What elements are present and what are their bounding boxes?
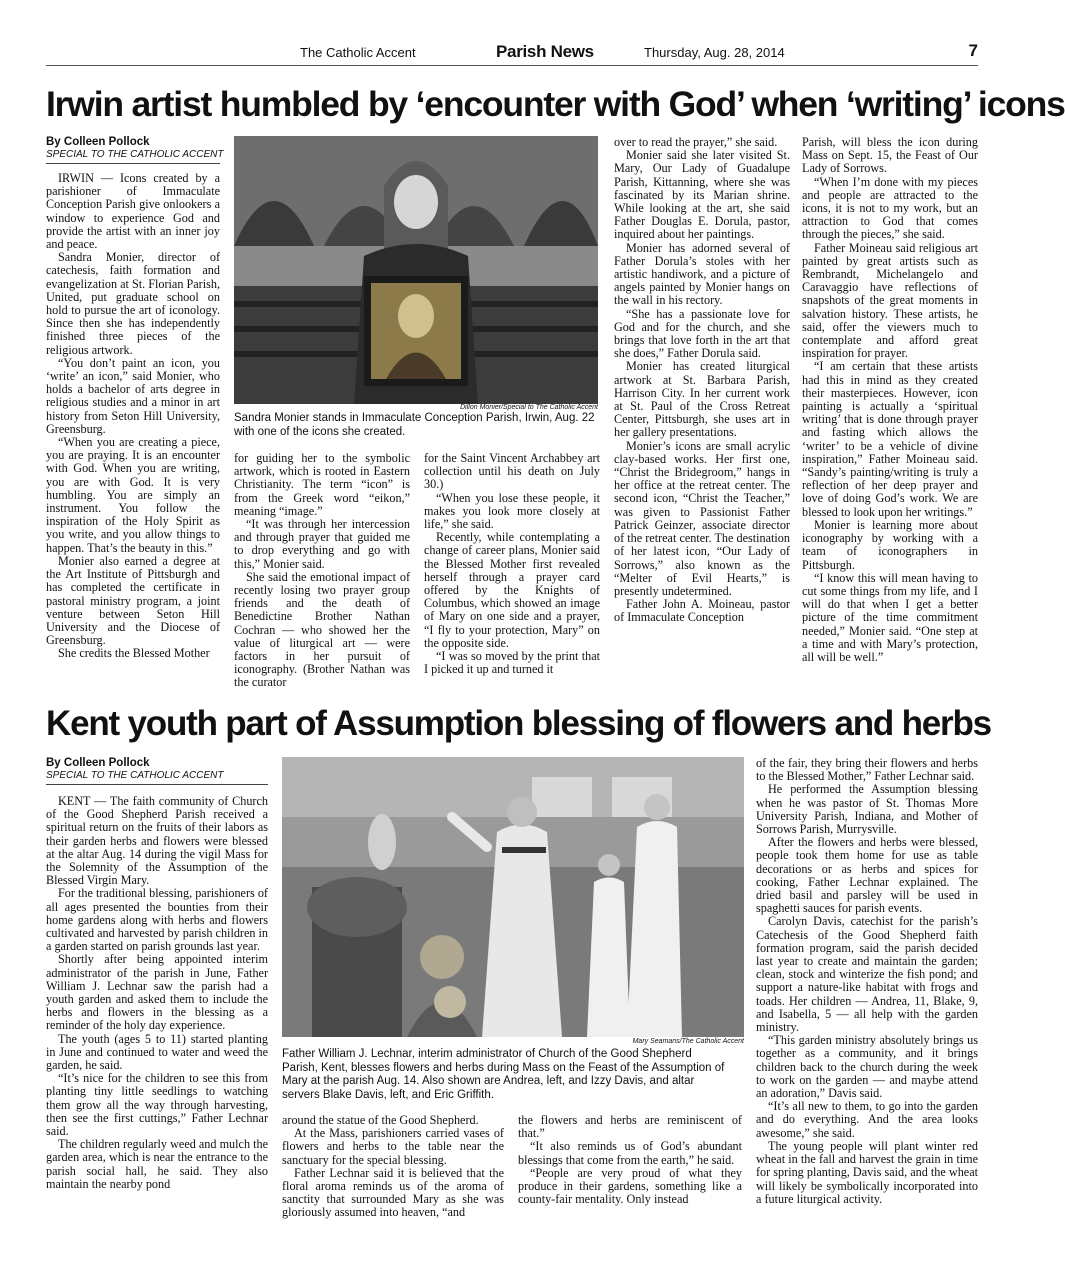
section-name: Parish News [496, 42, 594, 61]
paragraph: “When you lose these people, it makes you look more closely at life,” she said. [424, 490, 600, 532]
paragraph: Sandra Monier, director of catechesis, faith formation and evangelization at St. Florian Parish, United, put graduate school on hold to pursue the art of iconology. Since then she has independently finished three pieces of the religious artwork. [46, 250, 220, 357]
church-interior-illustration [234, 136, 598, 404]
story2-column-1 [46, 795, 268, 1225]
story2-photo-caption: Father William J. Lechnar, interim administrator of Church of the Good Shepherd Parish, Kent, blesses flowers and herbs during Mass on the Feast of the Assumption of Mary at the parish Aug. 14. Also shown are Andrea, left, and Izzy Davis, and altar servers Blake Davis, left, and Eric Griffith. [282, 1048, 725, 1101]
paragraph: For the traditional blessing, parishioners of all ages presented the bounties from their home gardens along with herbs and flowers cultivated and harvested by parish children in a garden started on parish grounds last year. [46, 886, 269, 954]
paragraph: She credits the Blessed Mother [58, 646, 210, 661]
story2-column-2 [282, 1114, 504, 1226]
paragraph: She said the emotional impact of recently losing two prayer group friends and the death of Benedictine Brother Nathan Cochran — who showed her the value of liturgical art — were factors in her pursuit of iconography. (Brother Nathan was the curator [234, 569, 410, 690]
story1-column-4 [614, 136, 790, 680]
story1-byline-rule [46, 163, 220, 164]
paragraph: of the fair, they bring their flowers and herbs to the Blessed Mother,” Father Lechnar said. [756, 756, 978, 784]
paragraph: Father Moineau said religious art painted by great artists such as Rembrandt, Michelangelo and Caravaggio have reflections of snapshots of the great moments in salvation history. These artists, he said, offer the viewers much to contemplate and afford great inspiration for prayer. [802, 240, 978, 361]
story2-byline-rule [46, 784, 268, 785]
paragraph: Monier’s icons are small acrylic clay-based works. Her first one, “Christ the Bridegroom,” hangs in her office at the retreat center. The second icon, “Christ the Teacher,” was given to Passionist Father Patrick Geinzer, associate director of the retreat center. The destination of her latest icon, “Our Lady of Sorrows,” also known as the “Melter of Evil Hearts,” is presently undetermined. [614, 438, 790, 598]
story1-headline: Irwin artist humbled by ‘encounter with God’ when ‘writing’ icons [46, 84, 1065, 124]
story1-photo [234, 136, 598, 404]
paragraph: After the flowers and herbs were blessed, people took them home for use as table decorations or as herbs and spices for cooking, Father Lechnar explained. The dried basil and parsley will be used in spaghetti sauces for parish events. [756, 835, 978, 916]
paragraph: The youth (ages 5 to 11) started planting in June and continued to water and weed the garden, he said. [46, 1031, 268, 1073]
paragraph: “When you are creating a piece, you are praying. It is an encounter with God. When you are writing, you are with God. It is very humbling. You are simply an instrument. You follow the inspiration of the Holy Spirit as you write, and you allow things to happen. That’s the beauty in this.” [46, 435, 220, 555]
paragraph: for the Saint Vincent Archabbey art collection until his death on July 30.) [424, 451, 600, 492]
paragraph: Monier said she later visited St. Mary, Our Lady of Guadalupe Parish, Kittanning, where she was fascinated by its Marian shrine. While looking at the art, she said Father Douglas E. Dorula, pastor, inquired about her paintings. [614, 148, 790, 242]
paragraph: around the statue of the Good Shepherd. [282, 1113, 479, 1127]
paragraph: “It’s all new to them, to go into the garden and do everything. And the area looks awesome,” she said. [756, 1099, 978, 1140]
paragraph: over to read the prayer,” she said. [614, 135, 778, 149]
story2-photo [282, 757, 744, 1037]
paragraph: “It was through her intercession and through prayer that guided me to drop everything and go with this,” Monier said. [234, 517, 410, 571]
paragraph: KENT — The faith community of Church of the Good Shepherd Parish received a spiritual return on the fruits of their labors as their garden herbs and flowers were blessed at the altar Aug. 14 during the vigil Mass for the Solemnity of the Assumption of the Blessed Virgin Mary. [46, 794, 268, 888]
story1-column-2 [234, 451, 410, 690]
page-number: 7 [968, 41, 978, 60]
paragraph: “I was so moved by the print that I picked it up and turned it [424, 649, 600, 677]
paragraph: “This garden ministry absolutely brings us together as a community, and it brings children back to the church during the week to work on the garden — and maybe attend an adoration,” Davis said. [756, 1033, 978, 1101]
story2-headline: Kent youth part of Assumption blessing of flowers and herbs [46, 704, 991, 743]
paragraph: “When I’m done with my pieces and people are attracted to the icons, it is not to my work, but an attraction to God that comes through the pieces,” she said. [802, 174, 978, 242]
story1-byline: By Colleen Pollock [46, 136, 150, 148]
paragraph: Father Lechnar said it is believed that the floral aroma reminds us of the aroma of sanctity that surrounded Mary as she was gloriously assumed into heaven, “and [282, 1165, 504, 1220]
issue-date: Thursday, Aug. 28, 2014 [644, 45, 785, 60]
paragraph: Father John A. Moineau, pastor of Immaculate Conception [614, 597, 790, 625]
paragraph: “People are very proud of what they produce in their gardens, something like a county-fair mentality. Only instead [518, 1165, 742, 1207]
paragraph: Parish, will bless the icon during Mass on Sept. 15, the Feast of Our Lady of Sorrows. [802, 135, 978, 176]
story2-column-3 [518, 1114, 742, 1226]
paragraph: “She has a passionate love for God and for the church, and she brings that love forth in the art that she does,” Father Dorula said. [614, 306, 790, 361]
paragraph: “You don’t paint an icon, you ‘write’ an icon,” said Monier, who holds a bachelor of arts degree in religious studies and a minor in art history from Seton Hill University, Greensburg. [46, 355, 220, 436]
paragraph: At the Mass, parishioners carried vases of flowers and herbs to the table near the sanctuary for the special blessing. [282, 1126, 504, 1167]
paragraph: Shortly after being appointed interim administrator of the parish in June, Father William J. Lechnar saw the parish had a youth garden and asked them to include the herbs and flowers in the blessing as a reminder of the holy day experience. [46, 952, 268, 1033]
paragraph: The young people will plant winter red wheat in the fall and harvest the grain in time for spring planting, Davis said, and the wheat will likely be symbolically incorporated into a future liturgical activity. [756, 1138, 978, 1206]
paragraph: IRWIN — Icons created by a parishioner of Immaculate Conception Parish give onlookers a window to experience God and provide the artist with an inner joy and peace. [46, 171, 220, 252]
paragraph: He performed the Assumption blessing when he was pastor of St. Thomas More University Parish, Indiana, and Mother of Sorrows Parish, Murrysville. [756, 782, 978, 837]
paragraph: Carolyn Davis, catechist for the parish’s Catechesis of the Good Shepherd faith formation program, said the parish decided last year to create and maintain the garden; clean, stock and winterize the fish pond; and support a nature-like habitat with frogs and toads. Her children — Andrea, 11, Blake, 9, and Isabella, 5 — all help with the garden ministry. [756, 914, 978, 1035]
story2-byline-role: SPECIAL TO THE CATHOLIC ACCENT [46, 770, 224, 781]
story1-column-3 [424, 452, 600, 680]
paragraph: “I am certain that these artists had this in mind as they created their masterpieces. However, icon painting is actually a ‘spiritual writing’ that is done through prayer and fasting which allows the ‘writer’ to be a vehicle of divine inspiration,” Father Moineau said. “Sandy’s painting/writing is truly a reflection of her deep prayer and love of doing God’s work. We are blessed to look upon her writings.” [802, 359, 978, 519]
story1-column-5 [802, 136, 978, 680]
paragraph: “I know this will mean having to cut some things from my life, and I will do that when I get a better picture of the time commitment needed,” Monier said. “One step at a time and with Mary’s protection, all will be well.” [802, 570, 978, 664]
paragraph: for guiding her to the symbolic artwork, which is rooted in Eastern Christianity. The term “icon” is from the Greek word “eikon,” meaning “image.” [234, 451, 410, 518]
paragraph: Monier has created liturgical artwork at St. Barbara Parish, Harrison City. In her current work at St. Paul of the Cross Retreat Center, Pittsburgh, she uses art in her gallery presentations. [614, 359, 790, 440]
story2-byline: By Colleen Pollock [46, 757, 150, 769]
story1-photo-caption: Sandra Monier stands in Immaculate Conception Parish, Irwin, Aug. 22 with one of the icons she created. [234, 412, 595, 438]
story2-column-4 [756, 757, 978, 1225]
publication-name: The Catholic Accent [300, 45, 416, 60]
blessing-ceremony-illustration [282, 757, 744, 1037]
paragraph: Monier has adorned several of Father Dorula’s stoles with her artistic handiwork, and a picture of angels painted by Monier hangs on the wall in his rectory. [614, 240, 790, 308]
story2-photo-credit: Mary Seamans/The Catholic Accent [632, 1038, 744, 1045]
paragraph: The children regularly weed and mulch the garden area, which is near the entrance to the parish social hall, he said. They also maintain the nearby pond [46, 1137, 268, 1191]
story1-column-1 [46, 172, 220, 680]
paragraph: Recently, while contemplating a change of career plans, Monier said the Blessed Mother first revealed herself through a prayer card offered by the Knights of Columbus, which showed an image of Mary on one side and a prayer, “I fly to your protection, Mary” on the opposite side. [424, 530, 600, 650]
masthead [46, 42, 978, 66]
paragraph: the flowers and herbs are reminiscent of that.” [518, 1113, 742, 1141]
story1-byline-role: SPECIAL TO THE CATHOLIC ACCENT [46, 149, 224, 160]
story1-photo-credit: Dillon Monier/Special to The Catholic Accent [460, 404, 598, 411]
paragraph: “It also reminds us of God’s abundant blessings that come from the earth,” he said. [518, 1139, 742, 1167]
paragraph: Monier also earned a degree at the Art Institute of Pittsburgh and has completed the certificate in pastoral ministry program, a joint venture between Seton Hill University and the Diocese of Greensburg. [46, 553, 220, 648]
paragraph: Monier is learning more about iconography by working with a team of iconographers in Pittsburgh. [802, 517, 978, 572]
paragraph: “It’s nice for the children to see this from planting tiny little seedlings to watching them grow all the way through harvesting, then see the first cuttings,” Father Lechnar said. [46, 1071, 268, 1139]
